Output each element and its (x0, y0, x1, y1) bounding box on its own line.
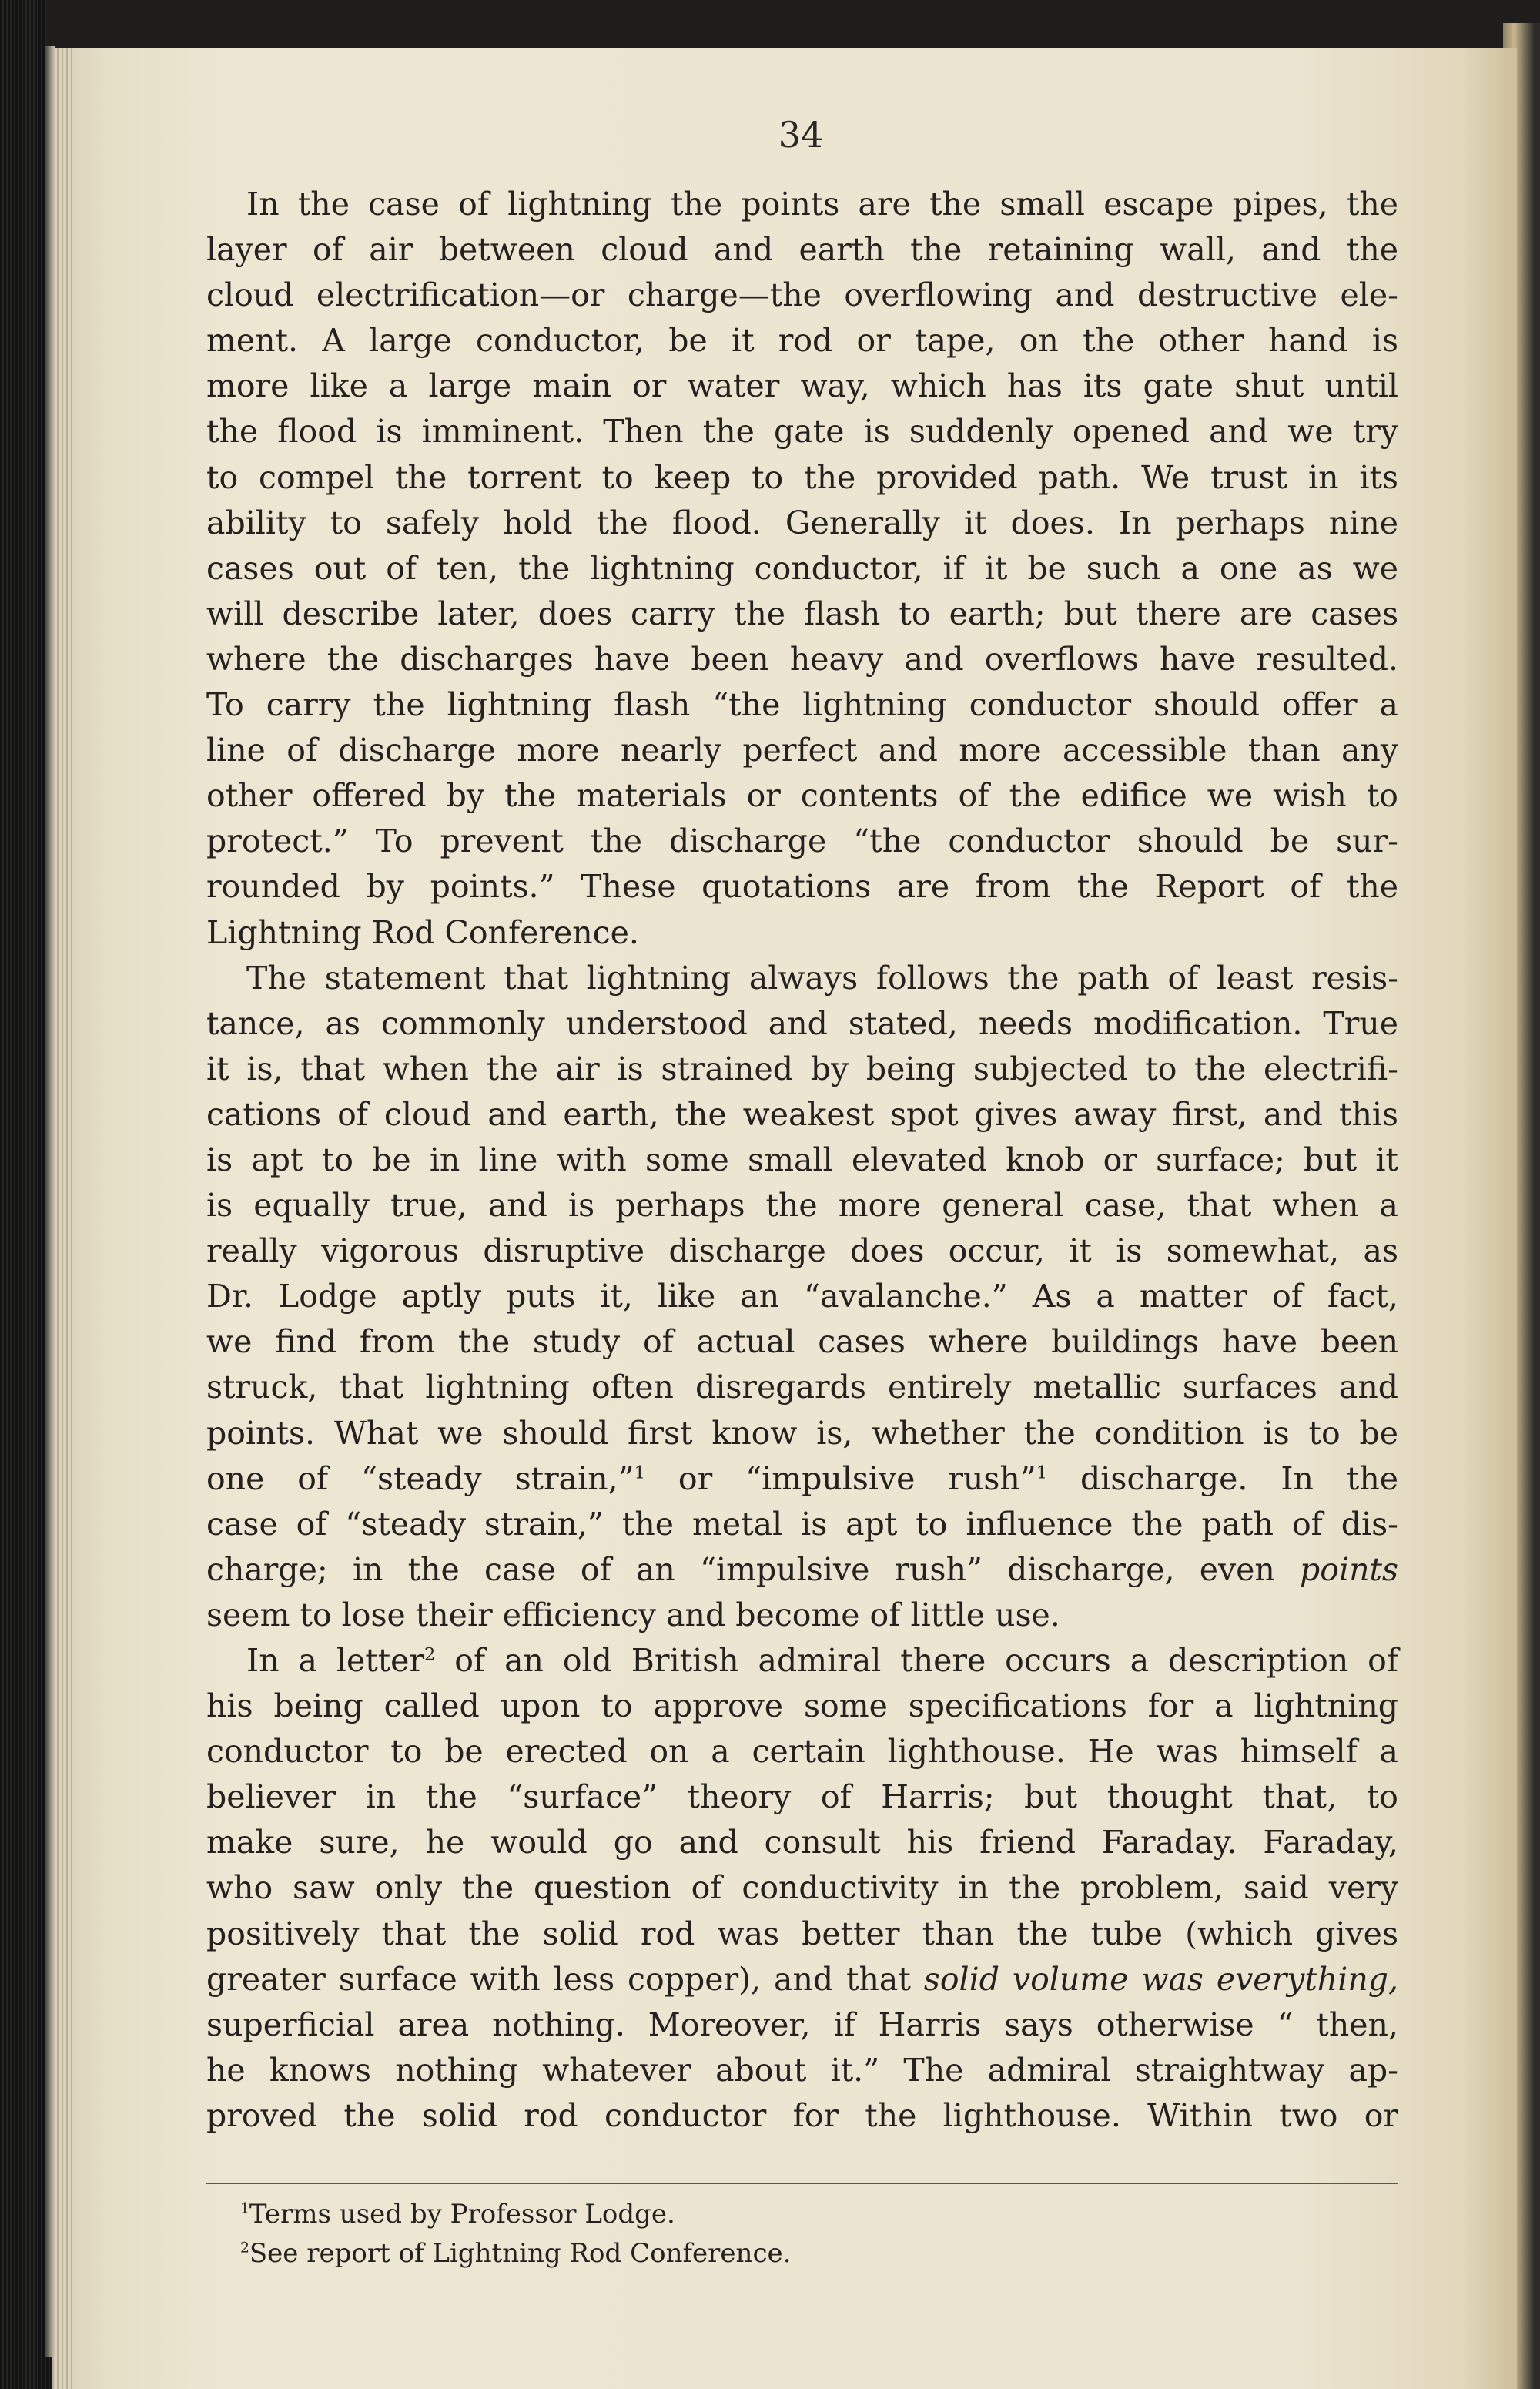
footnote-mark: 2 (424, 1644, 436, 1665)
text-segment: or “impulsive rush” (645, 1459, 1036, 1497)
text-line: case of “steady strain,” the metal is apt to influence the path of dis- (206, 1505, 1398, 1543)
text-line: To carry the lightning flash “the lightning conductor should offer a (206, 686, 1398, 724)
text-line: positively that the solid rod was better than the tube (which gives (206, 1915, 1398, 1952)
text-line: to compel the torrent to keep to the provided path. We trust in its (206, 458, 1398, 496)
text-line: cloud electrification—or charge—the overflowing and destructive ele- (206, 276, 1398, 314)
text-line: who saw only the question of conductivity in the problem, said very (206, 1869, 1398, 1907)
text-line: protect.” To prevent the discharge “the conductor should be sur- (206, 823, 1398, 860)
text-line: ment. A large conductor, be it rod or tape, on the other hand is (206, 322, 1398, 360)
footnote (240, 2234, 791, 2273)
footnote-number: 2 (240, 2240, 249, 2257)
text-line: Dr. Lodge aptly puts it, like an “avalanche.” As a matter of fact, (206, 1278, 1398, 1315)
footnote (240, 2195, 791, 2234)
text-line: points. What we should first know is, whether the condition is to be (206, 1414, 1398, 1452)
text-line: line of discharge more nearly perfect and more accessible than any (206, 732, 1398, 769)
text-line: believer in the “surface” theory of Harris; but thought that, to (206, 1778, 1398, 1816)
footnote-rule (206, 2183, 1398, 2184)
text-line: is equally true, and is perhaps the more general case, that when a (206, 1187, 1398, 1225)
page-number: 34 (778, 114, 824, 156)
text-line: will describe later, does carry the flash to earth; but there are cases (206, 595, 1398, 632)
text-line: rounded by points.” These quotations are from the Report of the (206, 868, 1398, 906)
text-segment: charge; in the case of an “impulsive rush” discharge, even (206, 1550, 1301, 1588)
text-line: proved the solid rod conductor for the lighthouse. Within two or (206, 2096, 1398, 2134)
text-line-with-italic (206, 1957, 1398, 2002)
text-line: superficial area nothing. Moreover, if Harris says otherwise “ then, (206, 2005, 1398, 2043)
text-segment: of an old British admiral there occurs a description of (435, 1642, 1398, 1679)
text-line: it is, that when the air is strained by being subjected to the electrifi- (206, 1050, 1398, 1087)
scan-background-top (46, 0, 1540, 48)
text-line: his being called upon to approve some specifications for a lightning (206, 1687, 1398, 1725)
italic-text: points (1300, 1550, 1398, 1588)
text-line: struck, that lightning often disregards entirely metallic surfaces and (206, 1369, 1398, 1406)
text-line: the flood is imminent. Then the gate is suddenly opened and we try (206, 413, 1398, 451)
text-line: where the discharges have been heavy and overflows have resulted. (206, 640, 1398, 678)
text-segment: greater surface with less copper), and that (206, 1960, 924, 1998)
footnote-text: Terms used by Professor Lodge. (249, 2199, 675, 2230)
text-segment: discharge. In the (1047, 1459, 1399, 1497)
text-line: Lightning Rod Conference. (206, 913, 639, 951)
page-gutter-edges (52, 48, 74, 2389)
text-line: seem to lose their efficiency and become of little use. (206, 1596, 1060, 1633)
footnote-mark: 1 (634, 1462, 646, 1483)
text-line: conductor to be erected on a certain lighthouse. He was himself a (206, 1733, 1398, 1771)
text-line: cases out of ten, the lightning conductor, if it be such a one as we (206, 549, 1398, 587)
text-line-with-footnote (206, 1638, 1398, 1684)
text-line: he knows nothing whatever about it.” The admiral straightway ap- (206, 2051, 1398, 2089)
body-text (206, 182, 1398, 2139)
text-line-with-footnote (206, 1456, 1398, 1502)
text-line: ability to safely hold the flood. Generally it does. In perhaps nine (206, 504, 1398, 541)
text-line: really vigorous disruptive discharge does occur, it is somewhat, as (206, 1232, 1398, 1270)
text-line: is apt to be in line with some small elevated knob or surface; but it (206, 1141, 1398, 1178)
text-line: cations of cloud and earth, the weakest spot gives away first, and this (206, 1095, 1398, 1133)
binding-edge (45, 46, 55, 2357)
text-line: more like a large main or water way, which has its gate shut until (206, 367, 1398, 405)
footnote-mark: 1 (1036, 1462, 1048, 1483)
text-line: make sure, he would go and consult his friend Faraday. Faraday, (206, 1824, 1398, 1861)
text-segment: one of “steady strain,” (206, 1459, 634, 1497)
text-line-with-italic (206, 1547, 1398, 1593)
text-line: tance, as commonly understood and stated, needs modification. True (206, 1004, 1398, 1042)
book-binding (0, 0, 51, 2389)
text-line: other offered by the materials or contents of the edifice we wish to (206, 777, 1398, 815)
text-line: In the case of lightning the points are the small escape pipes, the (246, 186, 1398, 223)
text-line: layer of air between cloud and earth the retaining wall, and the (206, 231, 1398, 269)
footnote-number: 1 (240, 2200, 249, 2217)
text-segment: In a letter (246, 1642, 425, 1679)
text-line: we find from the study of actual cases where buildings have been (206, 1323, 1398, 1361)
footnotes (240, 2195, 791, 2273)
italic-text: solid volume was everything, (923, 1960, 1399, 1998)
text-line: The statement that lightning always follows the path of least resis- (246, 959, 1398, 997)
footnote-text: See report of Lightning Rod Conference. (249, 2238, 792, 2269)
